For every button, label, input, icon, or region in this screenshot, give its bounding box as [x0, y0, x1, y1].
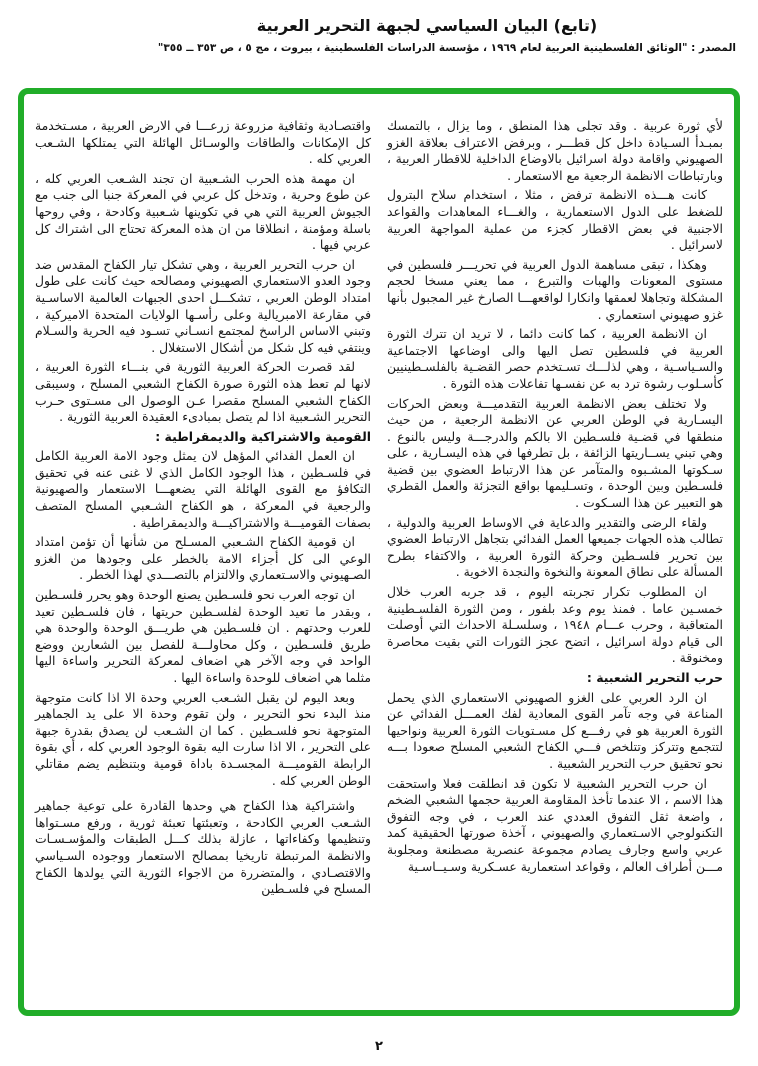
right-column — [387, 118, 723, 901]
document-header — [0, 0, 758, 54]
paragraph: لأي ثورة عربية . وقد تجلى هذا المنطق ، وما يزال ، بالتمسك بمبـدأ السـيادة داخل كل قطـــر ، وبرفض الاعتراف بعلاقة الغزو الصهيوني واقامة دولة اسرائيل بالاوضاع الداخلية للاقطار العربية ، وبارتباطات الانظمة الرجعية مع الاستعمار . — [387, 118, 723, 183]
paragraph: ان حرب التحرير الشعبية لا تكون قد انطلقت فعلا واستحقت هذا الاسم ، الا عندما تأخذ المقاومة العربية حجمها الشعبي الضخم ، واضعة ثقل التفوق العددي عند العرب ، في وجه التفوق التكنولوجي الاسـتعماري والصهيوني ، آخذة صورتها الحقيقية كمد عربي واسع وجارف يصادم مجموعة عنصرية مصطنعة ومجلوبة مـــن أطراف العالم ، وقواعد استعمارية عسـكرية وسـيــاسـية — [387, 775, 723, 874]
section-heading-nationalism-socialism-democracy: القومية والاشتراكية والديمقراطية : — [155, 428, 371, 444]
document-title: (تابع) البيان السياسي لجبهة التحرير العربية — [256, 16, 598, 35]
page-number: ٢ — [375, 1039, 383, 1054]
paragraph: ان العمل الفدائي المؤهل لان يمثل وجود الامة العربية الكامل في فلسـطين ، هذا الوجود الكامل الذي لا غنى عنه في تحقيق التكافؤ مع القوى الهائلة التي يضعهـــا الاستعمار والصهيونية والرجعية في المعركة ، هو الكفاح الشـعبي المسلح المتصف بصفات القوميـــة والاشتراكيـــة والديمقراطية . — [35, 448, 371, 530]
paragraph: ان توجه العرب نحو فلسـطين يصنع الوحدة وهو يحرر فلسـطين ، وبقدر ما تعيد الوحدة لفلسـطين حريتها ، فان فلسـطين تعيد للعرب وحدتهم . ان فلسـطين هي طريـــق الوحدة والوحدة هي طريق فلسـطين ، وكل محاولـــة للفصل بين الشعارين ووضع الواحد في وجه الآخر هي اضعاف لمعركة التحرير واساءة اليها مثلما هي اضعاف للوحدة واساءة اليها . — [35, 587, 371, 685]
paragraph: ان مهمة هذه الحرب الشـعبية ان تجند الشـعب العربي كله ، عن طوع وحرية ، وتدخل كل عربي في المعركة جنبا الى جنب مع الجيوش العربية التي هي في تكوينها شـعبية وكادحة ، وفي روحها باسلة ومؤمنة ، انطلاقا من ان هذه المعركة تحتاج الى اشتراك كل عربي فيها . — [35, 170, 371, 253]
two-column-text — [24, 94, 734, 901]
left-column — [35, 118, 371, 901]
paragraph: ان الانظمة العربية ، كما كانت دائما ، لا تريد ان تترك الثورة العربية في فلسطين تصل اليها والى اوضاعها الاجتماعية والسـياسـية ، وهي لذلـــك تسـتخدم حصر القضـية بالفلسـطينيين كأسـلوب رشوة ترد به عن نفسـها تفاعلات هذه الثورة . — [387, 326, 723, 391]
content-border-box — [18, 88, 740, 1016]
section-heading-popular-liberation-war: حرب التحرير الشعبية : — [586, 670, 723, 685]
paragraph: وبعد اليوم لن يقبل الشـعب العربي وحدة الا اذا كانت متوجهة منذ البدء نحو التحرير ، ولن تقوم وحدة الا على يد الجماهير المتوجهة نحو فلسـطين . كما ان الشـعب لن يصدق بقدرة جبهة على التحرير ، الا اذا سارت اليه بقوة الوجود العربي كله ، أي بقوة الرابطة القوميـــة المجسـدة باداة قومية وبتنظيم يضم مقاتلي الوطن العربي كله . — [35, 689, 371, 788]
source-line: المصدر : "الوثائق الفلسطينية العربية لعام ١٩٦٩ ، مؤسسة الدراسات الفلسطينية ، بيروت ، مج ٥ ، ص ٣٥٣ ــ ٣٥٥" — [157, 42, 736, 54]
paragraph: لقد قصرت الحركة العربية الثورية في بنـــاء الثورة العربية ، لانها لم تعط هذه الثورة صورة الكفاح الشعبي المسلح ، وسيبقى الكفاح الشعبي المسلح مقصرا عـن الوصول الى مسـتوى حـرب التحرير الشـعبية اذا لم يتصل بمبادىء العقيدة العربية الثورية . — [35, 359, 371, 425]
paragraph: واشتراكية هذا الكفاح هي وحدها القادرة على توعية جماهير الشـعب العربي الكادحة ، وتعبئتها تعبئة ثورية ، ورفع مسـتواها وتنظيمها وكفاءاتها ، عازلة بذلك كـــل الطبقات والمؤسـسـات والانظمة المرتبطة تاريخيا بمصالح الاستعمار ووجوده السـياسي والاقتصـادي ، والمتضررة من الاجواء الثورية التي يولدها الكفاح المسلح في فلسـطين — [35, 798, 371, 897]
paragraph: ولا تختلف بعض الانظمة العربية التقدميـــة وبعض الحركات اليسـارية في الوطن العربي عن الانظمة الرجعية ، من حيث منطقها في قضـية فلسـطين الا بالكم والدرجـــة وليس بالنوع . وهي تبني يســاريتها الزائفة ، بل تطرفها في هذه اليسـارية ، على سـكوتها المشـبوه والمتآمر عن هذا الارتباط العضوي بين قضية فلسـطين وبين الوحدة ، وتسـليمها بواقع التجزئة والعمل القطري هو التعبير عن هذا السـكوت . — [387, 395, 723, 511]
paragraph: ان قومية الكفاح الشـعبي المسـلح من شأنها أن تؤمن امتداد الوعي الى كل أجزاء الامة بالخطر على وجودها من الغزو الصـهيوني والاسـتعماري والالتزام بالتصـــدي لهذا الخطر . — [35, 534, 371, 583]
paragraph: ان حرب التحرير العربية ، وهي تشكل تيار الكفاح المقدس ضد وجود العدو الاستعماري الصهيوني ومصالحه حيث كانت على طول امتداد الوطن العربي ، تشكـــل احدى الجبهات العالمية الاساسـية في مقارعة الامبريالية وعلى رأسـها الولايات المتحدة الاميركية ، وتبني الاساس الراسخ لمجتمع انسـاني تسـود فيه الحرية والسـلام وينتفي فيه كل شكل من أشكال الاستغلال . — [35, 256, 371, 355]
paragraph: ولقاء الرضى والتقدير والدعاية في الاوساط العربية والدولية ، تطالب هذه الجهات جميعها العمل الفدائي بتجاهل الارتباط العضوي بين تحرير فلسـطين وحركة الثورة العربية ، والاكتفاء بطرح المسألة على نطاق المعونة والنخوة والنجدة الاخوية . — [387, 514, 723, 580]
paragraph: ان المطلوب تكرار تجربته اليوم ، قد جربه العرب خلال خمسـين عاما . فمنذ يوم وعد بلفور ، ومن الثورة الفلسـطينية المتعاقبة ، وحرب عـــام ١٩٤٨ ، وسلسـلة الاحداث التي أوصلت الى قيام دولة اسرائيل ، اتضح عجز الثورات التي بقيت محاصرة ومخنوقة . — [387, 584, 723, 666]
paragraph: واقتصـادية وثقافية مزروعة زرعـــا في الارض العربية ، مسـتخدمة كل الإمكانات والطاقات والوسـائل الهائلة التي يمتلكها الشـعب العربي كله . — [35, 118, 371, 167]
paragraph: ان الرد العربي على الغزو الصهيوني الاستعماري الذي يحمل المناعة في وجه تآمر القوى المعادية لفك العمـــل الفدائي عن الثورة العربية هو في رفـــع كل مسـتويات الثورة العربية ونواحيها لتتجمع وتتركز وتتلخص فـــي الكفاح الشعبي المسلح صعودا بـــه نحو تحقيق حرب التحرير الشعبية . — [387, 689, 723, 771]
paragraph: وهكذا ، تبقى مساهمة الدول العربية في تحريـــر فلسطين في مستوى المعونات والهبات والتبرع ، مما يعني مسخا لحجم المشكلة وتجاهلا لعمقها وانكارا لواقعهـــا الصارخ غير المجبول بأنها غزو صهيوني استعماري . — [387, 256, 723, 322]
paragraph: كانت هـــذه الانظمة ترفض ، مثلا ، استخدام سلاح البترول للضغط على الدول الاستعمارية ، والغـــاء المعاهدات والقواعد الاجنبية في بعض الاقطار كجزء من عملية المواجهة العربية لاسرائيل . — [387, 187, 723, 253]
